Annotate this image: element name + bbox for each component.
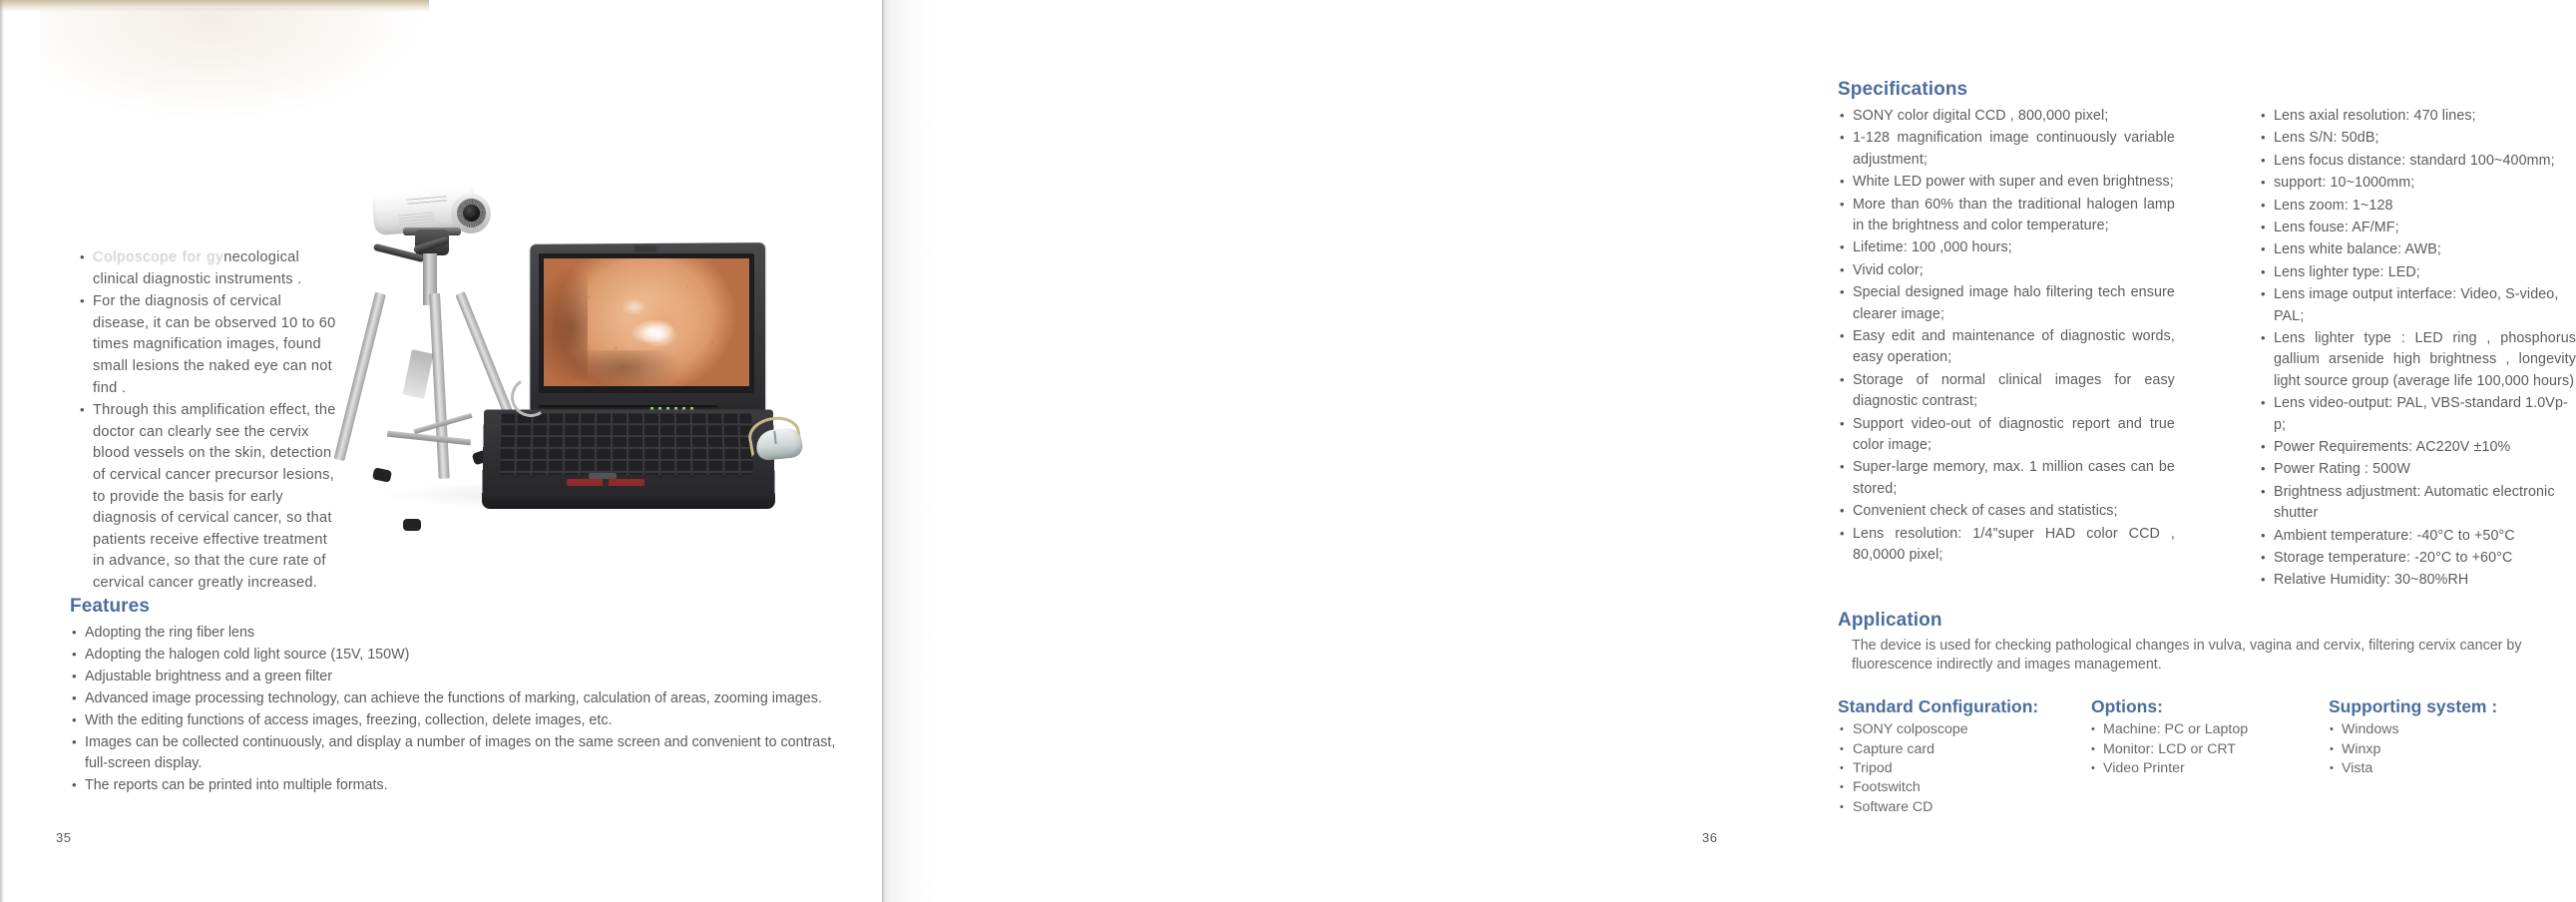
tripod-foot xyxy=(372,467,392,482)
list-item: • Lens fouse: AF/MF; xyxy=(2259,218,2576,238)
list-item: • Convenient check of cases and statistics; xyxy=(1838,501,2175,522)
list-item: • Storage temperature: -20°C to +60°C xyxy=(2259,548,2576,569)
list-item: • The reports can be printed into multiple formats. xyxy=(70,775,838,796)
page-edge-shadow xyxy=(0,0,4,902)
application-text: The device is used for checking pathological changes in vulva, vagina and cervix, filtering cervix cancer by fluorescence indirectly and images management. xyxy=(1852,637,2522,673)
standard-configuration-section xyxy=(1838,696,2091,817)
list-item: • Super-large memory, max. 1 million cases can be stored; xyxy=(1838,457,2175,500)
list-item: • Lens lighter type: LED; xyxy=(2259,262,2576,283)
list-item: • Storage of normal clinical images for easy diagnostic contrast; xyxy=(1838,370,2175,413)
list-item: • Advanced image processing technology, can achieve the functions of marking, calculation of areas, zooming images. xyxy=(70,688,838,709)
right-page xyxy=(888,0,2576,902)
list-item: • Relative Humidity: 30~80%RH xyxy=(2259,570,2576,591)
application-heading: Application xyxy=(1838,610,1942,631)
list-item: • Ambient temperature: -40°C to +50°C xyxy=(2259,526,2576,547)
list-item: • Winxp xyxy=(2329,740,2568,758)
page-number-left: 35 xyxy=(56,830,72,845)
camera-lens-glass xyxy=(463,205,480,222)
list-item: • Through this amplification effect, the doctor can clearly see the cervix blood vessels on the skin, detection of cervical cancer precursor lesions, to provide the basis for early diagnosis of cervical cancer, so that patients receive effective treatment in advance, so that the cure rate of cervical cancer greatly increased. xyxy=(78,400,341,594)
left-page xyxy=(0,0,888,902)
list-item: • Power Rating : 500W xyxy=(2259,459,2576,480)
list-item: • Lens image output interface: Video, S-video, PAL; xyxy=(2259,284,2576,327)
laptop-front-edge xyxy=(483,493,774,509)
tripod-leg xyxy=(429,293,450,479)
intro-bullet-list xyxy=(78,247,341,596)
tripod-badge xyxy=(402,349,433,399)
list-item: • More than 60% than the traditional halogen lamp in the brightness and color temperature; xyxy=(1838,195,2175,237)
features-heading: Features xyxy=(70,596,151,617)
supporting-system-heading: Supporting system : xyxy=(2329,696,2498,716)
list-item: • Windows xyxy=(2329,720,2568,738)
list-item: • Software CD xyxy=(1838,798,2091,816)
application-section xyxy=(1838,611,2566,675)
list-item: • White LED power with super and even brightness; xyxy=(1838,172,2175,193)
list-item: • Lens resolution: 1/4"super HAD color CCD , 80,0000 pixel; xyxy=(1838,524,2175,567)
screen-texture xyxy=(544,258,749,386)
list-item: • Power Requirements: AC220V ±10% xyxy=(2259,437,2576,458)
list-item: • Images can be collected continuously, and display a number of images on the same screen and convenient to contrast, full-screen display. xyxy=(70,732,838,774)
list-item: • Lens video-output: PAL, VBS-standard 1.0Vp-p; xyxy=(2259,393,2576,436)
intro-faded-prefix: Colposcope for gy xyxy=(93,249,224,265)
standard-configuration-heading: Standard Configuration: xyxy=(1838,696,2039,716)
list-item: • Footswitch xyxy=(1838,778,2091,796)
list-item: • Adopting the ring fiber lens xyxy=(70,623,838,644)
list-item: • Capture card xyxy=(1838,740,2091,758)
laptop-keyboard xyxy=(500,413,753,474)
tripod-brace xyxy=(387,431,471,446)
list-item: • Brightness adjustment: Automatic electronic shutter xyxy=(2259,482,2576,525)
tripod-leg xyxy=(334,292,386,462)
options-list xyxy=(2091,720,2329,777)
list-item: • Lens axial resolution: 470 lines; xyxy=(2259,106,2576,127)
list-item: • Vista xyxy=(2329,759,2568,777)
list-item: • Adopting the halogen cold light source (15V, 150W) xyxy=(70,645,838,666)
laptop-screen-cervix-image xyxy=(544,258,749,386)
standard-configuration-list xyxy=(1838,720,2091,816)
supporting-system-section xyxy=(2329,696,2568,817)
list-item: • Lens S/N: 50dB; xyxy=(2259,128,2576,149)
list-item: • Adjustable brightness and a green filter xyxy=(70,667,838,687)
list-item: • Vivid color; xyxy=(1838,260,2175,281)
list-item: • Lifetime: 100 ,000 hours; xyxy=(1838,237,2175,258)
list-item: • support: 10~1000mm; xyxy=(2259,173,2576,194)
specifications-column-2 xyxy=(2259,106,2576,593)
specifications-section xyxy=(1838,80,2576,593)
specifications-heading: Specifications xyxy=(1838,79,1968,100)
list-item: • SONY color digital CCD , 800,000 pixel; xyxy=(1838,106,2175,127)
list-item: • 1-128 magnification image continuously variable adjustment; xyxy=(1838,128,2175,171)
intro-visible-text: necological clinical diagnostic instruments . xyxy=(93,249,302,287)
options-heading: Options: xyxy=(2091,696,2163,716)
list-item: • Lens white balance: AWB; xyxy=(2259,239,2576,260)
list-item: • For the diagnosis of cervical disease, it can be observed 10 to 60 times magnification images, found small lesions the naked eye can not find . xyxy=(78,291,341,399)
list-item xyxy=(78,247,341,290)
list-item: • Special designed image halo filtering tech ensure clearer image; xyxy=(1838,282,2175,325)
tripod-foot xyxy=(403,519,421,531)
top-image-ghost xyxy=(40,8,419,118)
supporting-system-list xyxy=(2329,720,2568,777)
specifications-column-1 xyxy=(1838,106,2175,593)
list-item: • Lens zoom: 1~128 xyxy=(2259,196,2576,217)
top-image-bleed xyxy=(0,0,429,12)
list-item: • Monitor: LCD or CRT xyxy=(2091,740,2329,758)
laptop-webcam xyxy=(635,245,656,252)
list-item: • Machine: PC or Laptop xyxy=(2091,720,2329,738)
features-section xyxy=(70,597,838,797)
list-item: • Lens focus distance: standard 100~400mm; xyxy=(2259,151,2576,172)
page-number-right: 36 xyxy=(1702,830,1718,845)
list-item: • Easy edit and maintenance of diagnostic words, easy operation; xyxy=(1838,326,2175,369)
product-photo xyxy=(351,182,790,553)
laptop-touchpad-buttons xyxy=(567,479,644,486)
list-item: • SONY colposcope xyxy=(1838,720,2091,738)
features-list xyxy=(70,623,838,796)
bottom-columns xyxy=(1838,696,2576,817)
list-item: • Support video-out of diagnostic report and true color image; xyxy=(1838,414,2175,457)
options-section xyxy=(2091,696,2329,817)
list-item: • Tripod xyxy=(1838,759,2091,777)
list-item: • Lens lighter type : LED ring , phosphorus gallium arsenide high brightness , longevity light source group (average life 100,000 hours) xyxy=(2259,328,2576,392)
list-item: • With the editing functions of access images, freezing, collection, delete images, etc. xyxy=(70,710,838,731)
specifications-columns xyxy=(1838,106,2576,593)
list-item: • Video Printer xyxy=(2091,759,2329,777)
